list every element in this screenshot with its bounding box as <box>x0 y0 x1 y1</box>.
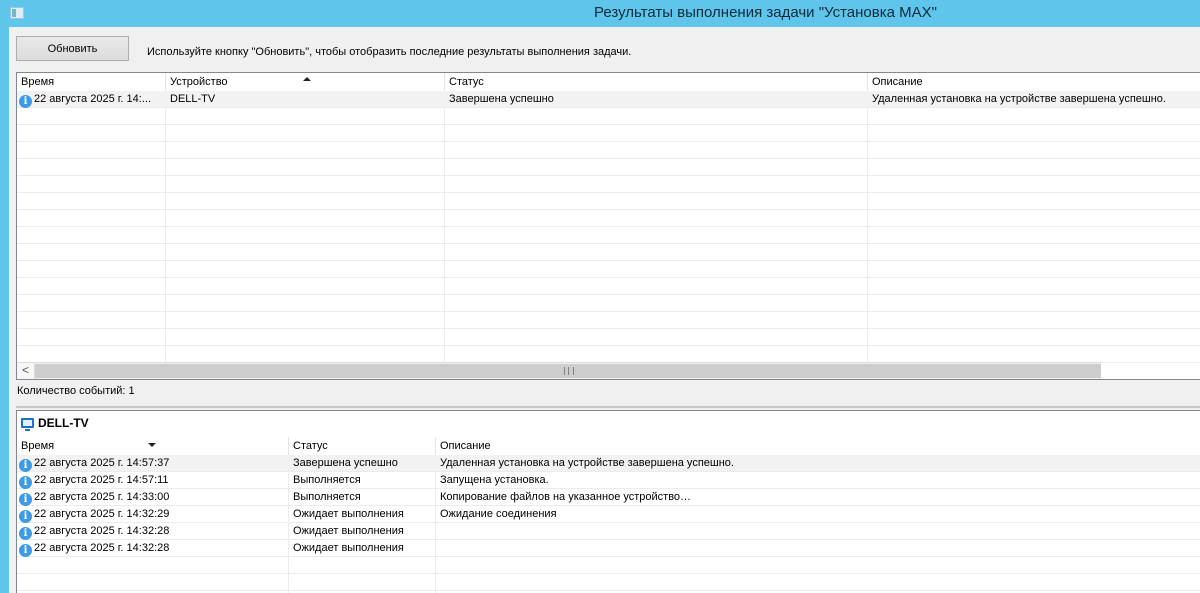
window-left-border <box>0 0 9 593</box>
table-row[interactable] <box>17 489 1200 506</box>
row-time: 22 августа 2025 г. 14:33:00 <box>34 491 170 503</box>
info-icon: i <box>19 510 32 523</box>
row-description: Удаленная установка на устройстве завершена успешно. <box>440 457 734 469</box>
empty-row <box>17 329 1200 346</box>
empty-row <box>17 557 1200 574</box>
row-time-cell <box>17 506 289 523</box>
sort-descending-icon <box>148 443 156 447</box>
info-icon: i <box>19 95 32 108</box>
events-table-header <box>17 73 1200 92</box>
column-header-time[interactable]: Время <box>17 437 289 455</box>
row-description: Запущена установка. <box>440 474 549 486</box>
window-icon <box>10 7 24 19</box>
empty-row <box>17 312 1200 329</box>
row-time-cell <box>17 455 289 472</box>
row-time-cell <box>17 472 289 489</box>
pane-splitter[interactable] <box>16 406 1200 408</box>
row-time-cell <box>17 91 166 108</box>
toolbar <box>9 27 1200 71</box>
empty-row <box>17 159 1200 176</box>
empty-row <box>17 244 1200 261</box>
row-time: 22 августа 2025 г. 14:32:28 <box>34 525 170 537</box>
row-time: 22 августа 2025 г. 14:32:28 <box>34 542 170 554</box>
empty-row <box>17 193 1200 210</box>
info-icon: i <box>19 476 32 489</box>
monitor-icon <box>21 418 34 428</box>
row-status: Завершена успешно <box>293 457 398 469</box>
table-row[interactable] <box>17 540 1200 557</box>
column-header-status[interactable]: Статус <box>445 73 868 91</box>
column-header-device[interactable] <box>166 73 445 91</box>
table-row[interactable] <box>17 91 1200 108</box>
row-description: Удаленная установка на устройстве завершена успешно. <box>872 93 1166 105</box>
empty-row <box>17 227 1200 244</box>
refresh-button[interactable]: Обновить <box>16 36 129 61</box>
horizontal-scrollbar[interactable] <box>17 362 1101 379</box>
row-description: Ожидание соединения <box>440 508 557 520</box>
table-row[interactable] <box>17 506 1200 523</box>
device-details-panel <box>16 410 1200 593</box>
events-count: Количество событий: 1 <box>17 385 135 397</box>
row-device: DELL-TV <box>170 93 216 105</box>
row-status: Ожидает выполнения <box>293 542 404 554</box>
row-status: Завершена успешно <box>449 93 554 105</box>
sort-ascending-icon <box>303 77 311 81</box>
row-time: 22 августа 2025 г. 14:57:11 <box>34 474 169 486</box>
column-header-description[interactable]: Описание <box>872 76 923 88</box>
events-table <box>16 72 1200 380</box>
empty-row <box>17 574 1200 591</box>
device-events-header <box>17 437 1200 456</box>
empty-row <box>17 346 1200 363</box>
row-description <box>436 523 1200 540</box>
device-title <box>21 414 89 432</box>
info-icon: i <box>19 459 32 472</box>
row-description: Копирование файлов на указанное устройство… <box>440 491 692 503</box>
info-icon: i <box>19 493 32 506</box>
table-row[interactable] <box>17 455 1200 472</box>
empty-row <box>17 108 1200 125</box>
empty-row <box>17 278 1200 295</box>
scroll-left-button[interactable]: < <box>17 363 35 379</box>
scroll-grip-icon <box>564 367 574 375</box>
device-events-table <box>17 437 1200 593</box>
row-time: 22 августа 2025 г. 14:... <box>34 93 151 105</box>
table-row[interactable] <box>17 472 1200 489</box>
empty-row <box>17 295 1200 312</box>
row-status: Ожидает выполнения <box>293 525 404 537</box>
row-description <box>436 540 1200 557</box>
row-status: Выполняется <box>293 491 361 503</box>
column-header-device-label: Устройство <box>170 76 228 88</box>
row-time: 22 августа 2025 г. 14:57:37 <box>34 457 170 469</box>
row-time: 22 августа 2025 г. 14:32:29 <box>34 508 170 520</box>
window-title: Результаты выполнения задачи "Установка MAX" <box>594 4 937 21</box>
table-row[interactable] <box>17 523 1200 540</box>
device-name: DELL-TV <box>38 416 89 430</box>
scrollbar-thumb[interactable] <box>35 364 1101 378</box>
empty-row <box>17 210 1200 227</box>
empty-row <box>17 142 1200 159</box>
column-header-description[interactable]: Описание <box>440 440 491 452</box>
row-time-cell <box>17 489 289 506</box>
empty-row <box>17 176 1200 193</box>
column-header-status[interactable]: Статус <box>289 437 436 455</box>
empty-row <box>17 125 1200 142</box>
row-time-cell <box>17 540 289 557</box>
row-status: Выполняется <box>293 474 361 486</box>
row-time-cell <box>17 523 289 540</box>
info-icon: i <box>19 544 32 557</box>
row-status: Ожидает выполнения <box>293 508 404 520</box>
title-bar[interactable] <box>0 0 1200 27</box>
refresh-hint: Используйте кнопку "Обновить", чтобы отобразить последние результаты выполнения задачи. <box>147 46 632 58</box>
column-header-time[interactable]: Время <box>17 73 166 91</box>
info-icon: i <box>19 527 32 540</box>
empty-row <box>17 261 1200 278</box>
